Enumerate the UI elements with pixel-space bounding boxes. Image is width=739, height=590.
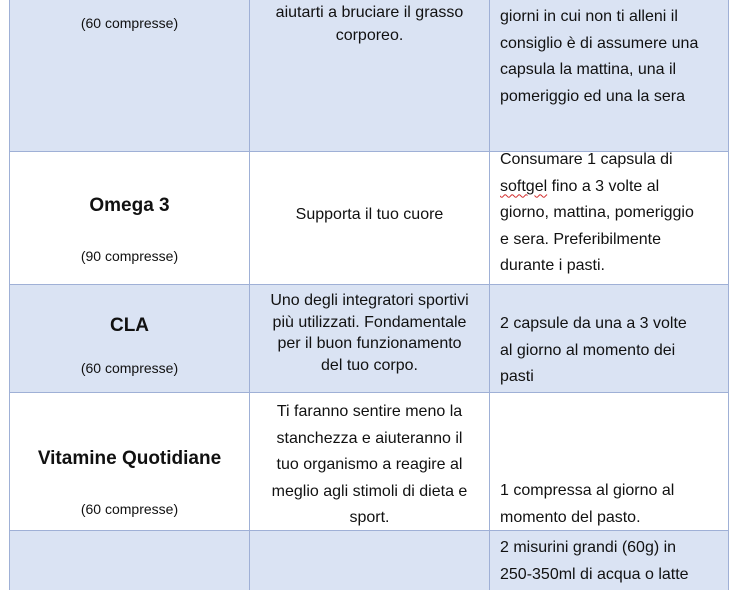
product-quantity: (60 compresse): [80, 501, 179, 517]
product-name: Vitamine Quotidiane: [37, 448, 222, 469]
description-text: Supporta il tuo cuore: [295, 206, 444, 223]
description-cell: [249, 531, 489, 590]
dosage-cell: [489, 0, 729, 151]
dosage-text: 1 compressa al giorno al momento del pasto.: [500, 482, 675, 526]
table-row: [9, 151, 729, 284]
dosage-cell: [489, 531, 729, 590]
table-row: [9, 392, 729, 530]
description-cell: [249, 393, 489, 530]
table-row: [9, 530, 729, 590]
product-quantity: (60 compresse): [80, 360, 179, 376]
description-cell: [249, 0, 489, 151]
product-cell: [9, 285, 249, 392]
product-quantity: (60 compresse): [80, 15, 179, 31]
dosage-text: Consumare 1 capsula di softgel fino a 3 volte al giorno, mattina, pomeriggio e sera. Preferibilmente durante i pasti.: [500, 151, 694, 274]
dosage-cell: [489, 152, 729, 284]
dosage-text: giorni in cui non ti alleni il consiglio è di assumere una capsula la mattina, una il pomeriggio ed una la sera: [500, 8, 699, 105]
product-cell: [9, 0, 249, 151]
product-cell: [9, 531, 249, 590]
product-name: CLA: [109, 315, 150, 336]
product-cell: [9, 152, 249, 284]
description-cell: [249, 152, 489, 284]
spellcheck-underline: softgel: [500, 177, 548, 195]
description-text: Ti faranno sentire meno la stanchezza e aiuteranno il tuo organismo a reagire al meglio agli stimoli di dieta e sport.: [271, 403, 468, 526]
description-text: aiutarti a bruciare il grasso corporeo.: [275, 4, 464, 44]
product-name: Omega 3: [89, 195, 170, 216]
description-text: Uno degli integratori sportivi più utilizzati. Fondamentale per il buon funzionamento del tuo corpo.: [270, 292, 469, 374]
product-cell: [9, 393, 249, 530]
dosage-text: 2 capsule da una a 3 volte al giorno al momento dei pasti: [500, 315, 687, 385]
description-cell: [249, 285, 489, 392]
product-quantity: (90 compresse): [80, 248, 179, 264]
dosage-cell: [489, 285, 729, 392]
table-row: [9, 284, 729, 392]
table-row: [9, 0, 729, 151]
dosage-cell: [489, 393, 729, 530]
dosage-text: 2 misurini grandi (60g) in 250-350ml di acqua o latte: [500, 539, 689, 583]
